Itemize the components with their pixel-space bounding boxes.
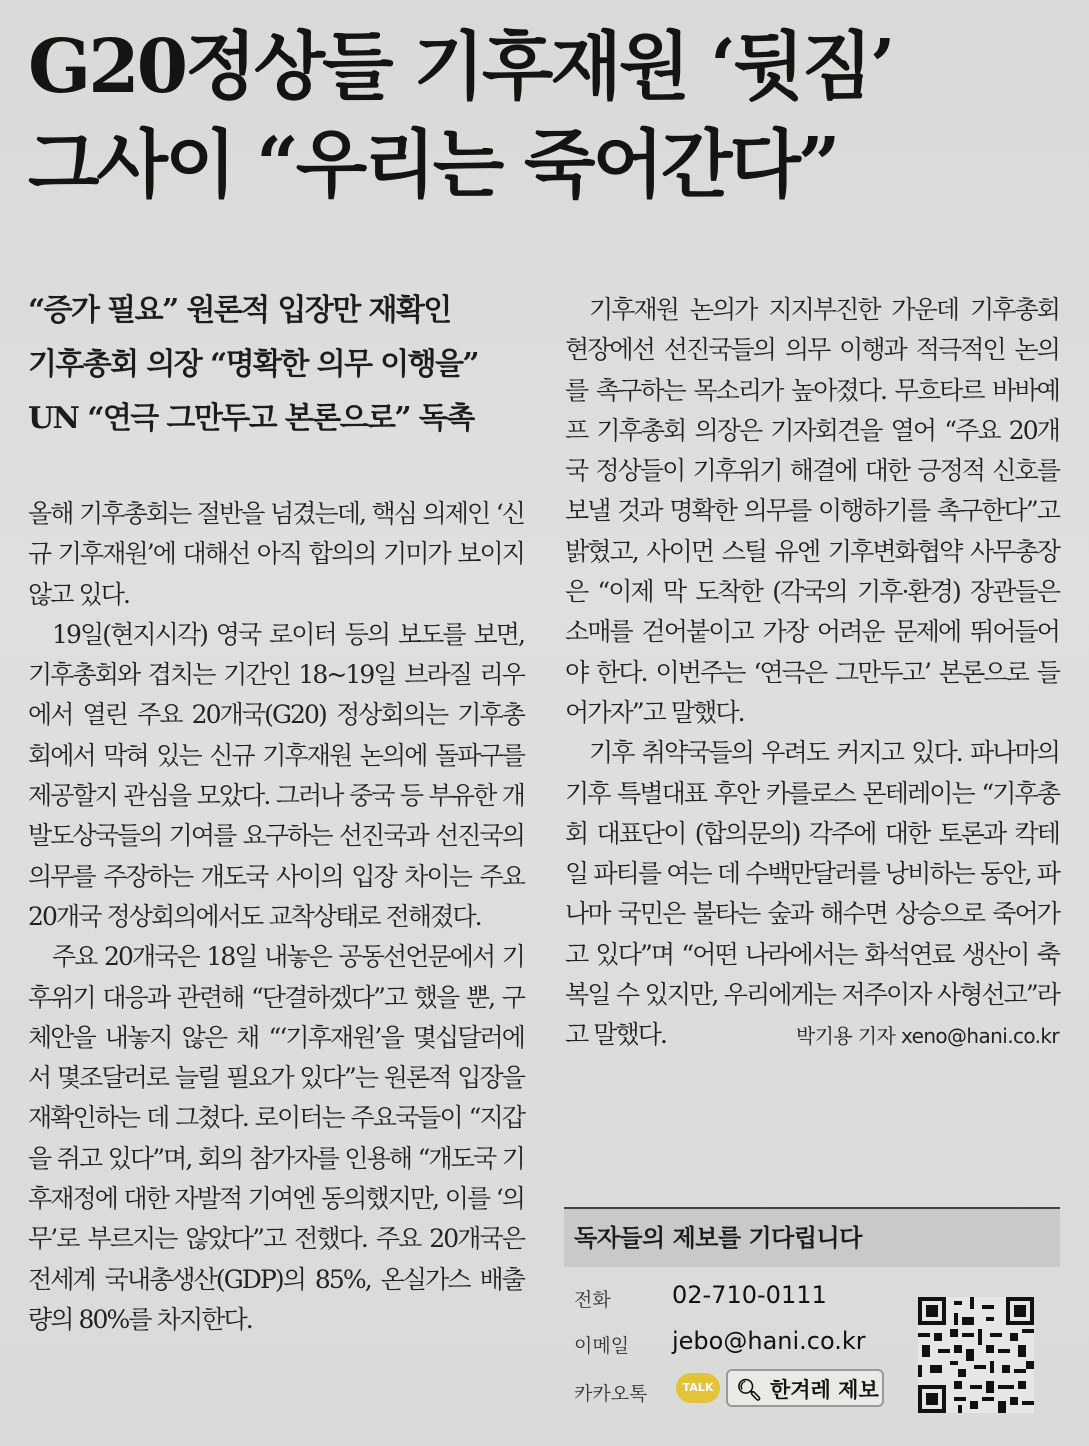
- search-icon: 🔍︎: [736, 1378, 763, 1402]
- article-paragraph: 주요 20개국은 18일 내놓은 공동선언문에서 기후위기 대응과 관련해 “단결하겠다”고 했을 뿐, 구체안을 내놓지 않은 채 “‘기후재원’을 몇십달러에서 몇조달러로 늘릴 필요가 있다”는 원론적 입장을 재확인하는 데 그쳤다. 로이터는 주요국들이 “지갑을 쥐고 있다”며, 회의 참가자를 인용해 “개도국 기후재정에 대한 자발적 기여엔 동의했지만, 이를 ‘의무’로 부르지는 않았다”고 전했다. 주요 20개국은 전세계 국내총생산(GDP)의 85%, 온실가스 배출량의 80%를 차지한다.: [28, 942, 524, 1334]
- qr-code-icon[interactable]: [918, 1297, 1034, 1413]
- byline: 박기용 기자 xeno@hani.co.kr: [795, 1023, 1059, 1048]
- article-paragraph: 19일(현지시각) 영국 로이터 등의 보도를 보면, 기후총회와 겹치는 기간인 18~19일 브라질 리우에서 열린 주요 20개국(G20) 정상회의는 기후총회에서 막혀 있는 신규 기후재원 논의에 돌파구를 제공할지 관심을 모았다. 그러나 중국 등 부유한 개발도상국들의 기여를 요구하는 선진국과 선진국의 의무를 주장하는 개도국 사이의 입장 차이는 주요 20개국 정상회의에서도 교착상태로 전해졌다.: [28, 619, 524, 931]
- subheadline: 기후총회 의장 “명확한 의무 이행을”: [28, 347, 479, 382]
- article-column-right: [565, 290, 1059, 1056]
- headline-line-2: 그사이 “우리는 죽어간다”: [28, 122, 838, 208]
- reader-tip-box: [564, 1207, 1060, 1409]
- headline: [28, 18, 1068, 214]
- article-column-left: [28, 494, 524, 1340]
- tip-box-title: 독자들의 제보를 기다립니다: [564, 1209, 1060, 1267]
- kakao-search-label: 한겨레 제보: [769, 1378, 879, 1402]
- subheadline: “증가 필요” 원론적 입장만 재확인: [28, 293, 451, 328]
- article-paragraph: 올해 기후총회는 절반을 넘겼는데, 핵심 의제인 ‘신규 기후재원’에 대해선 아직 합의의 기미가 보이지 않고 있다.: [28, 499, 524, 609]
- article-paragraph: 기후재원 논의가 지지부진한 가운데 기후총회 현장에선 선진국들의 의무 이행과 적극적인 논의를 촉구하는 목소리가 높아졌다. 무흐타르 바바예프 기후총회 의장은 기자회견을 열어 “주요 20개국 정상들이 기후위기 해결에 대한 긍정적 신호를 보낼 것과 명확한 의무를 이행하기를 촉구한다”고 밝혔고, 사이먼 스틸 유엔 기후변화협약 사무총장은 “이제 막 도착한 (각국의 기후·환경) 장관들은 소매를 걷어붙이고 가장 어려운 문제에 뛰어들어야 한다. 이번주는 ‘연극은 그만두고’ 본론으로 들어가자”고 말했다.: [565, 295, 1059, 727]
- phone-label: 전화: [574, 1289, 611, 1311]
- phone-number[interactable]: 02-710-0111: [672, 1281, 827, 1309]
- subheadline: UN “연극 그만두고 본론으로” 독촉: [28, 401, 474, 436]
- kakao-search-button[interactable]: [726, 1369, 884, 1407]
- subheadlines: [28, 284, 538, 446]
- kakao-talk-icon: TALK: [676, 1373, 720, 1403]
- email-address[interactable]: jebo@hani.co.kr: [672, 1327, 866, 1355]
- kakao-label: 카카오톡: [574, 1383, 648, 1405]
- article-paragraph: 기후 취약국들의 우려도 커지고 있다. 파나마의 기후 특별대표 후안 카를로스 몬테레이는 “기후총회 대표단이 (합의문의) 각주에 대한 토론과 칵테일 파티를 여는 데 수백만달러를 낭비하는 동안, 파나마 국민은 불타는 숲과 해수면 상승으로 죽어가고 있다”며 “어떤 나라에서는 화석연료 생산이 축복일 수 있지만, 우리에게는 저주이자 사형선고”라고 말했다.: [565, 738, 1059, 1050]
- headline-line-1: G20정상들 기후재원 ‘뒷짐’: [28, 24, 893, 110]
- email-label: 이메일: [574, 1335, 630, 1357]
